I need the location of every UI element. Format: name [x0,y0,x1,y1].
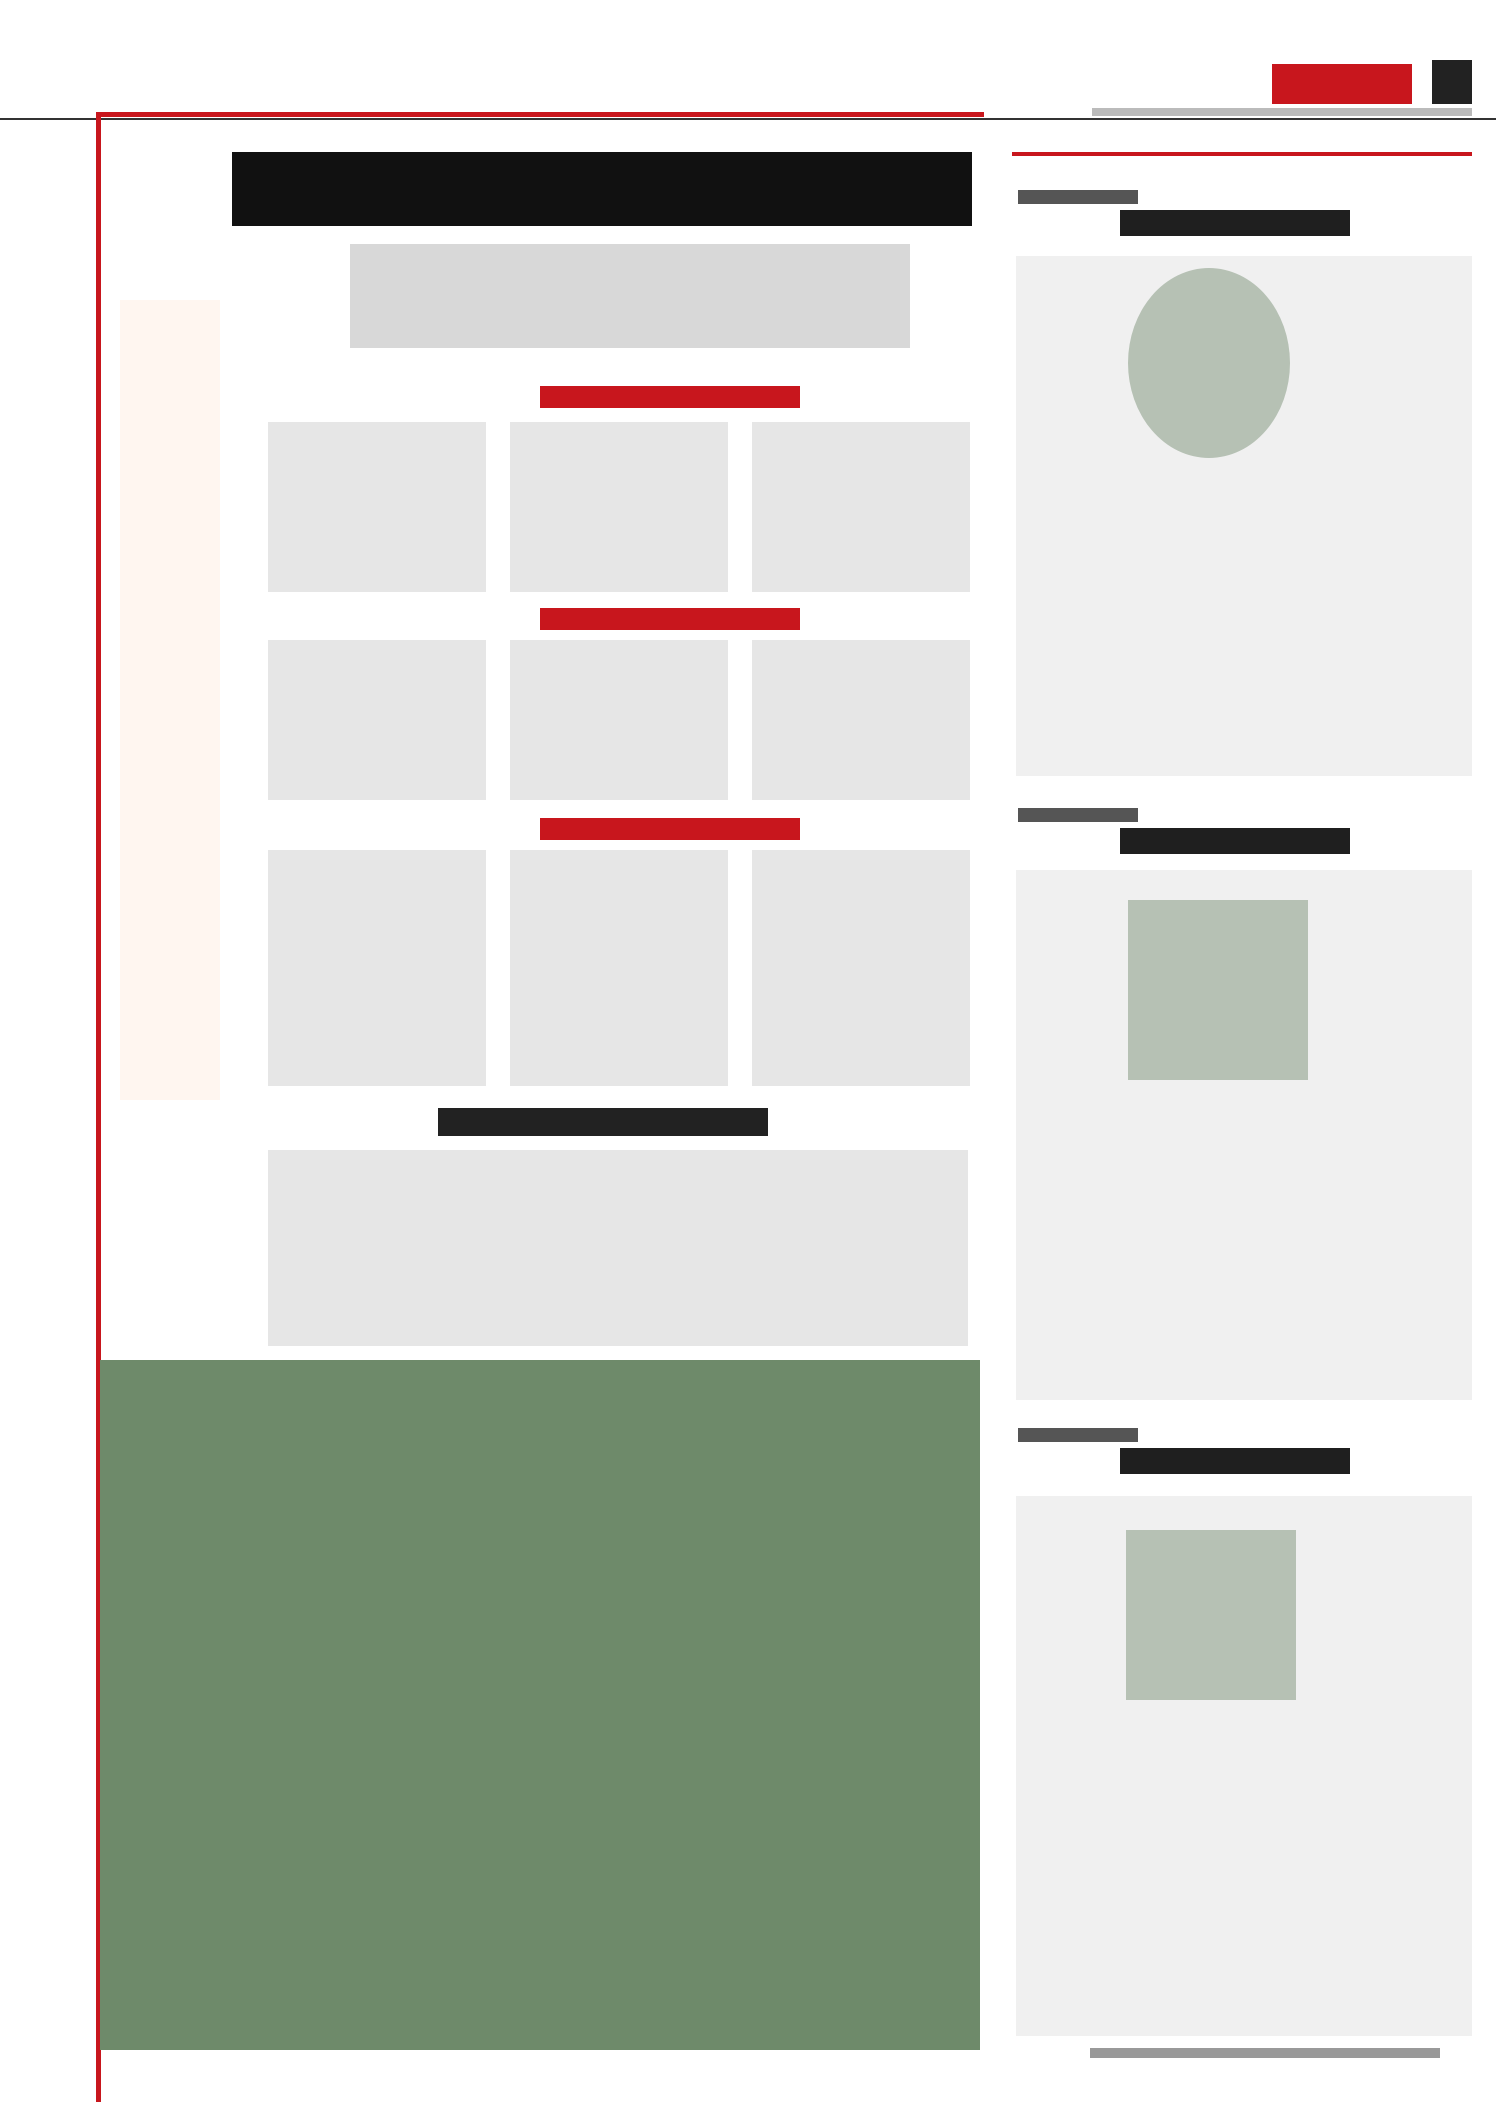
text-column [268,640,486,800]
story-location [1018,1428,1138,1442]
page-number [1432,60,1472,104]
story-headline [1120,828,1350,854]
section-band-1 [540,386,800,408]
story-body [1016,1496,1472,2036]
vertical-slogan [120,300,220,1100]
text-column [752,640,970,800]
story-location [1018,190,1138,204]
text-column [510,422,728,592]
story-location [1018,808,1138,822]
story-body [1016,256,1472,776]
dateline [1092,108,1472,116]
masthead [0,0,1496,120]
highlights-rule [1012,152,1472,156]
section-band-3 [540,818,800,840]
section-band-2 [540,608,800,630]
story-headline [1120,1448,1350,1474]
reporter-note-title [438,1108,768,1136]
footer-credit [1090,2048,1440,2058]
lead-headline [232,152,972,226]
lead-paragraph [350,244,910,348]
reporter-note-body [268,1150,968,1346]
text-column [752,850,970,1086]
newspaper-logo [1272,64,1412,104]
text-column [268,422,486,592]
text-column [752,422,970,592]
text-column [510,850,728,1086]
story-body [1016,870,1472,1400]
story-headline [1120,210,1350,236]
text-column [510,640,728,800]
text-column [268,850,486,1086]
aerial-photo [100,1360,980,2050]
